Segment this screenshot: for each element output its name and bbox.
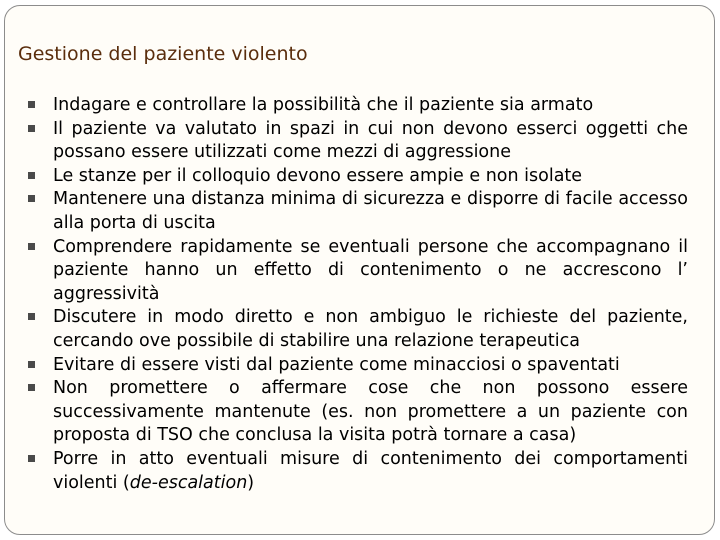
bullet-text: Comprendere rapidamente se eventuali persone che accompagnano il paziente hanno un effetto di contenimento o ne accrescono l’ aggressività — [53, 236, 688, 304]
bullet-item — [28, 165, 688, 189]
slide-title: Gestione del paziente violento — [18, 43, 308, 65]
square-bullet-icon — [28, 125, 35, 132]
bullet-list — [28, 94, 688, 495]
bullet-text: Mantenere una distanza minima di sicurezza e disporre di facile accesso alla porta di uscita — [53, 189, 688, 233]
square-bullet-icon — [28, 384, 35, 391]
square-bullet-icon — [28, 361, 35, 368]
bullet-text: Discutere in modo diretto e non ambiguo le richieste del paziente, cercando ove possibile di stabilire una relazione terapeutica — [53, 307, 688, 351]
bullet-text: Non promettere o affermare cose che non possono essere successivamente mantenute (es. non promettere a un paziente con proposta di TSO che conclusa la visita potrà tornare a casa) — [53, 378, 688, 446]
square-bullet-icon — [28, 195, 35, 202]
bullet-item — [28, 306, 688, 353]
bullet-text: Indagare e controllare la possibilità che il paziente sia armato — [53, 95, 594, 115]
bullet-item — [28, 448, 688, 495]
square-bullet-icon — [28, 313, 35, 320]
bullet-italic-term: de-escalation — [129, 472, 248, 493]
square-bullet-icon — [28, 455, 35, 462]
bullet-text-suffix: ) — [247, 472, 255, 493]
bullet-text: Porre in atto eventuali misure di contenimento dei comportamenti violenti ( — [53, 448, 688, 493]
bullet-item — [28, 377, 688, 448]
bullet-item — [28, 188, 688, 235]
bullet-item — [28, 354, 688, 378]
square-bullet-icon — [28, 243, 35, 250]
bullet-text: Le stanze per il colloquio devono essere ampie e non isolate — [53, 165, 583, 186]
bullet-text: Evitare di essere visti dal paziente come minacciosi o spaventati — [53, 354, 620, 375]
bullet-item — [28, 118, 688, 165]
square-bullet-icon — [28, 101, 35, 108]
square-bullet-icon — [28, 172, 35, 179]
bullet-item — [28, 236, 688, 307]
bullet-text: Il paziente va valutato in spazi in cui non devono esserci oggetti che possano essere utilizzati come mezzi di aggressione — [53, 118, 688, 163]
bullet-item — [28, 94, 688, 118]
